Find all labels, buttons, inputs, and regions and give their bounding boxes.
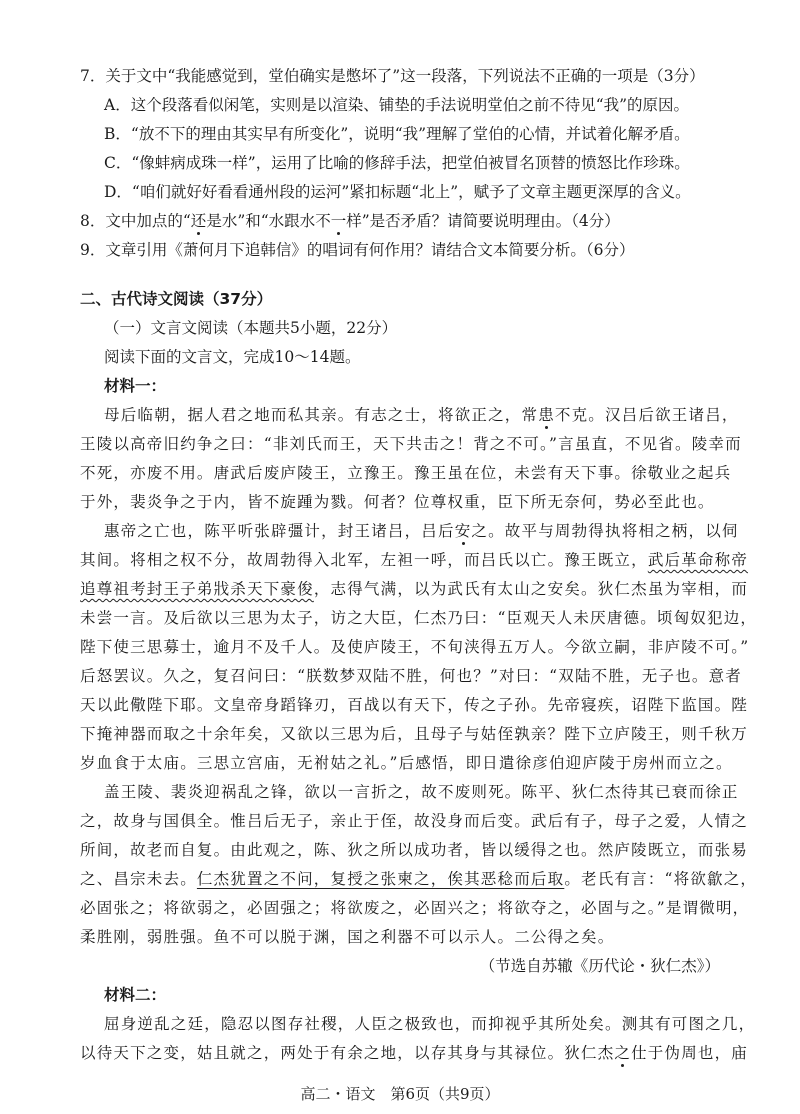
material-1-line [104, 521, 739, 541]
material-1-line: 之，故身与国俱全。惟吕后无子，亲止于侄，故没身而后变。武后有子，母子之爱，人情之 [80, 812, 749, 830]
material-1-label: 材料一： [104, 377, 167, 395]
question-7-stem: 7．关于文中“我能感觉到，堂伯确实是憋坏了”这一段落，下列说法不正确的一项是（3分） [80, 67, 705, 85]
dotted-word: 不一样 [315, 212, 362, 230]
material-1-line: 天以此儆陛下耶。文皇帝身蹈锋刃，百战以有天下，传之子孙。先帝寝疾，诏陛下监国。陛 [80, 696, 749, 714]
material-2-line [80, 1043, 748, 1063]
material-1-line: 必固张之；将欲弱之，必固强之；将欲废之，必固兴之；将欲夺之，必固与之。”是谓微明， [80, 899, 750, 917]
text-run: 仕于伪周也，庙 [631, 1044, 749, 1062]
question-7-option-c: C．“像蚌病成珠一样”，运用了比喻的修辞手法，把堂伯被冒名顶替的愤怒比作珍珠。 [104, 154, 690, 172]
text-run: 惠帝之亡也，陈平听张辟彊计，封王诸吕，吕后 [104, 522, 455, 540]
material-1-line: 柔胜刚，弱胜强。鱼不可以脱于渊，国之利器不可以示人。二公得之矣。 [80, 928, 615, 946]
dotted-word: 还 [190, 212, 207, 230]
dotted-word: 安 [454, 522, 472, 540]
question-9: 9．文章引用《萧何月下追韩信》的唱词有何作用？请结合文本简要分析。（6分） [80, 241, 635, 259]
question-7-option-d: D．“咱们就好好看看通州段的运河”紧扣标题“北上”，赋予了文章主题更深厚的含义。 [104, 183, 691, 201]
wavy-underlined-text: 武后革命称帝 [647, 551, 749, 569]
material-1-line: 下掩神器而取之十余年矣，又欲以三思为后，且母子与姑侄孰亲？陛下立庐陵王，则千秋万 [80, 725, 749, 743]
material-1-line [104, 405, 739, 425]
material-1-line: 后怒罢议。久之，复召问曰：“朕数梦双陆不胜，何也？”对曰：“双陆不胜，无子也。意者 [80, 667, 742, 685]
material-1-line: 盖王陵、裴炎迎祸乱之锋，欲以一言折之，故不废则死。陈平、狄仁杰待其已衰而徐正 [104, 783, 739, 801]
material-1-line: 不死，亦废不用。唐武后废庐陵王，立豫王。豫王虽在位，未尝有天下事。徐敬业之起兵 [80, 464, 732, 482]
dotted-word: 患 [538, 406, 555, 424]
text-run: ，志得气满，以为武氏有太山之安矣。狄仁杰虽为宰相，而 [313, 580, 749, 598]
dotted-word: 之 [614, 1044, 632, 1062]
material-1-line: 王陵以高帝旧约争之曰：“非刘氏而王，天下共击之！背之不可。”言虽直，不见省。陵幸而 [80, 435, 742, 453]
text-run: 之、昌宗未去。 [80, 870, 197, 888]
material-1-line [80, 869, 757, 889]
question-8-text: 是水”和“ [206, 212, 269, 230]
material-1-line: 未尝一言。及后欲以三思为太子，访之大臣，仁杰乃曰：“臣观天人未厌唐德。顷匈奴犯边， [80, 609, 758, 627]
text-run: 不克。汉吕后欲王诸吕， [554, 406, 739, 424]
question-8-text: 8．文中加点的“ [80, 212, 191, 230]
text-run: 以待天下之变，姑且就之，两处于有余之地，以存其身与其禄位。狄仁杰 [80, 1044, 615, 1062]
material-1-line: 于外，裴炎争之于内，皆不旋踵为戮。何者？位尊权重，臣下所无奈何，势必至此也。 [80, 493, 715, 511]
question-8-text: ”是否矛盾？请简要说明理由。（4分） [361, 212, 620, 230]
wavy-underlined-text: 追尊祖考封王子弟戕杀天下豪俊 [80, 580, 314, 598]
text-run: 其间。将相之权不分，故周勃得入北军，左袒一呼，而吕氏以亡。豫王既立， [80, 551, 648, 569]
page-footer: 高二・语文 第6页（共9页） [300, 1085, 500, 1103]
question-8 [80, 211, 620, 231]
material-1-line [80, 579, 748, 599]
material-1-source: （节选自苏辙《历代论・狄仁杰》） [479, 957, 720, 975]
material-1-line: 岁血食于太庙。三思立宫庙，无祔姑之礼。”后感悟，即日遣徐彦伯迎庐陵于房州而立之。 [80, 754, 733, 772]
text-run: 。老氏有言：“将欲歙之， [564, 870, 758, 888]
question-7-option-b: B．“放不下的理由其实早有所变化”，说明“我”理解了堂伯的心情，并试着化解矛盾。 [104, 125, 690, 143]
material-1-line: 所间，故老而自复。由此观之，陈、狄之所以成功者，皆以缓得之也。然庐陵既立，而张易 [80, 841, 749, 859]
text-run: 母后临朝，据人君之地而私其亲。有志之士，将欲正之，常 [104, 406, 539, 424]
question-7-option-a: A．这个段落看似闲笔，实则是以渲染、铺垫的手法说明堂伯之前不待见“我”的原因。 [104, 96, 690, 114]
subsection-title: （一）文言文阅读（本题共5小题，22分） [104, 319, 398, 337]
question-8-text: 水跟水 [268, 212, 316, 230]
reading-instruction: 阅读下面的文言文，完成10～14题。 [104, 348, 361, 366]
text-run: 之。故平与周勃得执将相之柄，以伺 [471, 522, 739, 540]
section-title: 二、古代诗文阅读（37分） [80, 290, 273, 308]
material-2-label: 材料二： [104, 986, 167, 1004]
material-1-line [80, 550, 748, 570]
material-1-line: 陛下使三思募士，逾月不及千人。及使庐陵王，不旬浃得五万人。今欲立嗣，非庐陵不可。” [80, 638, 750, 656]
underlined-text: 仁杰犹置之不问，复授之张柬之，俟其恶稔而后取 [196, 870, 565, 888]
material-2-line: 屈身逆乱之廷，隐忍以图存社稷，人臣之极致也，而抑视乎其所处矣。测其有可图之几， [104, 1015, 756, 1033]
